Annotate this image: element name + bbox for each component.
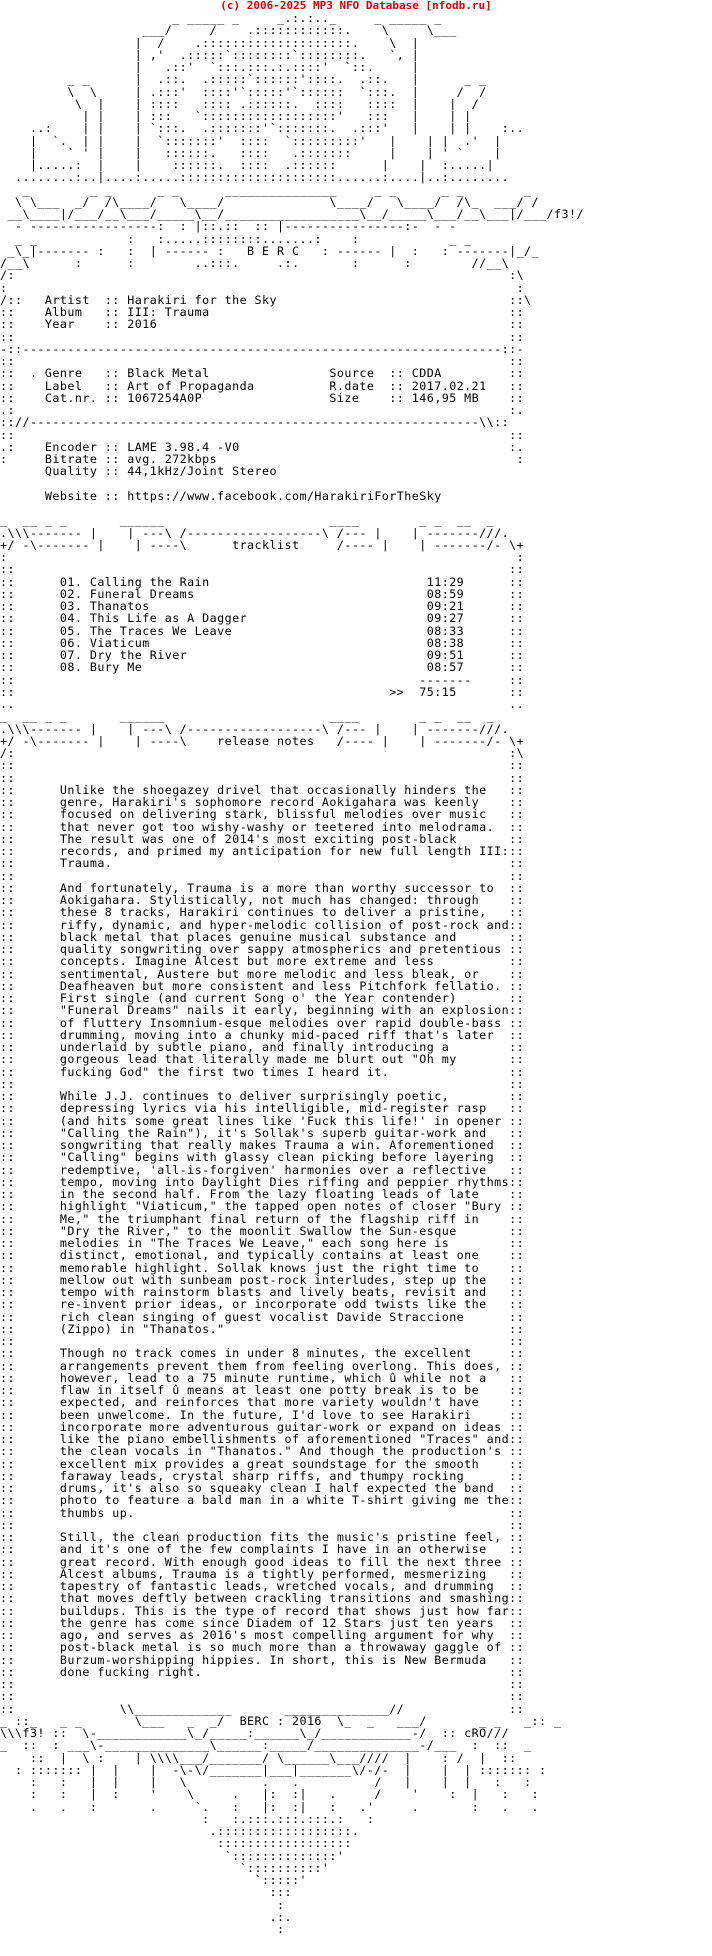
copyright-header: (c) 2006-2025 MP3 NFO Database [nfodb.ru] [220, 0, 492, 12]
nfo-ascii-art: _ _____ _ _.:.:.._ _ _____ _ ___/ / .::::::::::::. \ \___ | / .::::::::::::::::::::. \ | | ,' .:::::`::::::::`::::::::. `, | | .::' `:::.:::.:.::::' `::. | _ _ | .::. .:::::`::::::'::::. .::. | _ _ \ \ | .:::' ::::'`:::::'`:::::: `:::. | / / \ | | :::: :::: .::::::. :::: :::: | | / | | | ::: `::::::::::::::::::' ::: | | | ..: | | | `:::. .:::::::'`:::::::. .:::' | | | :.. | `. | | | `:::::::' :::: `:::::::::' | | | .' | | ` ' | | ::::::. :::: .::::::: | | ' ` | |.....: | | ::::::. :::: .:::::: | | :.....| ........:..|....:.....:::::::::::::::::::::......:....|..:........ _ _ _ _ _ _______________ _ _ _ _ _ \ \___ _/ /\____/ \____/ \____/ \____/ /\_ ___/ / __\____|/___/__\___/_____\__/__________________\__/_____\___/__\___|/___/f3!/ - -----------------: : |::.:: :: |----------------:- - - _ _ : :.....::::::::.......: : _ _ _\_|------- : : | ------ : B E R C : ------ | : : -------|_/_ /__\ : : ..:::. .:. : : //__\ /: :\ : : /:: Artist :: Harakiri for the Sky ::\ :: Album :: III: Trauma :: :: Year :: 2016 :: :: :: -::----------------------------------------------------------------::- :: :: :: . Genre :: Black Metal Source :: CDDA :: :: Label :: Art of Propaganda R.date :: 2017.02.21 :: :: Cat.nr. :: 1067254A0P Size :: 146,95 MB :: .: :. :://------------------------------------------------------------\\:: :: :: .: Encoder :: LAME 3.98.4 -V0 :. : Bitrate :: avg. 272kbps : Quality :: 44,1kHz/Joint Stereo Website :: https://www.facebook.com/HarakiriForTheSky _ __ _ _ ______ ____ _ _ __ _ .\\\------- | | ---\ /------------------\ /--- | | -------///. +/ -\------- | | ----\ tracklist /---- | | -------/- \+ : : :: :: :: 01. Calling the Rain 11:29 :: :: 02. Funeral Dreams 08:59 :: :: 03. Thanatos 09:21 :: :: 04. This Life as A Dagger 09:27 :: :: 05. The Traces We Leave 08:33 :: :: 06. Viaticum 08:38 :: :: 07. Dry the River 09:51 :: :: 08. Bury Me 08:57 :: :: ------- :: :: >> 75:15 :: .. .. _ __ _ _ ______ ____ _ _ __ _ .\\\------- | | ---\ /------------------\ /--- | | -------///. +/ -\------- | | ----\ release notes /---- | | -------/- \+ /: :\ :: :: :: :: :: Unlike the shoegazey drivel that occasionally hinders the :: :: genre, Harakiri's sophomore record Aokigahara was keenly :: :: focused on delivering stark, blissful melodies over music :: :: that never got too wishy-washy or teetered into melodrama. :: :: The result was one of 2014's most exciting post-black :: :: records, and primed my anticipation for new full length III::: :: Trauma. :: :: :: :: And fortunately, Trauma is a more than worthy successor to :: :: Aokigahara. Stylistically, not much has changed: through :: :: these 8 tracks, Harakiri continues to deliver a pristine, :: :: riffy, dynamic, and hyper-melodic collision of post-rock and:: :: black metal that places genuine musical substance and :: :: quality songwriting over sappy atmospherics and pretentious :: :: concepts. Imagine Alcest but more extreme and less :: :: sentimental, Austere but more melodic and less bleak, or :: :: Deafheaven but more consistent and less Pitchfork fellatio. :: :: First single (and current Song o' the Year contender) :: :: "Funeral Dreams" nails it early, beginning with an explosion:: :: of fluttery Insomnium-esque melodies over rapid double-bass :: :: drumming, moving into a chunky mid-paced riff that's later :: :: underlaid by subtle piano, and finally introducing a :: :: gorgeous lead that literally made me blurt out "Oh my :: :: fucking God" the first two times I heard it. :: :: :: :: While J.J. continues to deliver surprisingly poetic, :: :: depressing lyrics via his intelligible, mid-register rasp :: :: (and hits some great lines like 'Fuck this life!' in opener :: :: "Calling the Rain"), it's Sollak's superb guitar-work and :: :: songwriting that really makes Trauma a win. Aforementioned :: :: "Calling" begins with glassy clean picking before layering :: :: redemptive, 'all-is-forgiven' harmonies over a reflective :: :: tempo, moving into Daylight Dies riffing and peppier rhythms:: :: in the second half. From the lazy floating leads of late :: :: highlight "Viaticum," the tapped open notes of closer "Bury :: :: Me," the triumphant final return of the flagship riff in :: :: "Dry the River," to the moonlit Swallow the Sun-esque :: :: melodies in "The Traces We Leave," each song here is :: :: distinct, emotional, and typically contains at least one :: :: memorable highlight. Sollak knows just the right time to :: :: mellow out with sunbeam post-rock interludes, step up the :: :: tempo with rainstorm blasts and lively beats, revisit and :: :: re-invent prior ideas, or incorporate odd twists like the :: :: rich clean singing of guest vocalist Davide Straccione :: :: (Zippo) in "Thanatos." :: :: :: :: Though no track comes in under 8 minutes, the excellent :: :: arrangements prevent them from feeling overlong. This does, :: :: however, lead to a 75 minute runtime, which û while not a :: :: flaw in itself û means at least one potty break is to be :: :: expected, and reinforces that more variety wouldn't have :: :: been unwelcome. In the future, I'd love to see Harakiri :: :: incorporate more adventurous guitar-work or expand on ideas :: :: like the piano embellishments of aforementioned "Traces" and:: :: the clean vocals in "Thanatos." And though the production's :: :: excellent mix provides a great soundstage for the smooth :: :: faraway leads, crystal sharp riffs, and thumpy rocking :: :: drums, it's also so squeaky clean I half expected the band :: :: photo to feature a bald man in a white T-shirt giving me the:: :: thumbs up. :: :: :: :: Still, the clean production fits the music's pristine feel, :: :: and it's one of the few complaints I have in an otherwise :: :: great record. With enough good ideas to fill the next three :: :: Alcest albums, Trauma is a tightly performed, mesmerizing :: :: tapestry of fantastic leads, wretched vocals, and drumming :: :: that moves deftly between crackling transitions and smashing:: :: buildups. This is the type of record that shows just how far:: :: the genre has come since Diadem of 12 Stars just ten years :: :: ago, and serves as 2016's most compelling argument for why :: :: post-black metal is so much more than a throwaway gaggle of :: :: Burzum-worshipping hippies. In short, this is New Bermuda :: :: done fucking right. :: :: :: :: :: :: \\_____________ ______________// :: _ ::_ _ _ \___ _ _/ BERC : 2016 \_ _ ___/ _ _ _:: _ \\\f3! :: \-____________\_/_____:______\_/____________-/ :: cRO/// _ :: : ___\-______________\______:_____/______________-/___ : :: _ :: | \ : | \\\\___/_______/ \______\___//// | : / | :: : ::::::: | | | -\-\/_______|___|_______\/-/- | | | ::::::: : : : | | | \ . . / | | | : : : : | : ' \ . |: :| . / ' : | : : . . : . `. : |: :| : .' . : . . : :.:::.:::.:::.: : .::::::::::::::::::. :::::::::::::::::: `::::::::::::::' `::::::::::' `:::::' ::: : .:. : [0, 11, 584, 1936]
